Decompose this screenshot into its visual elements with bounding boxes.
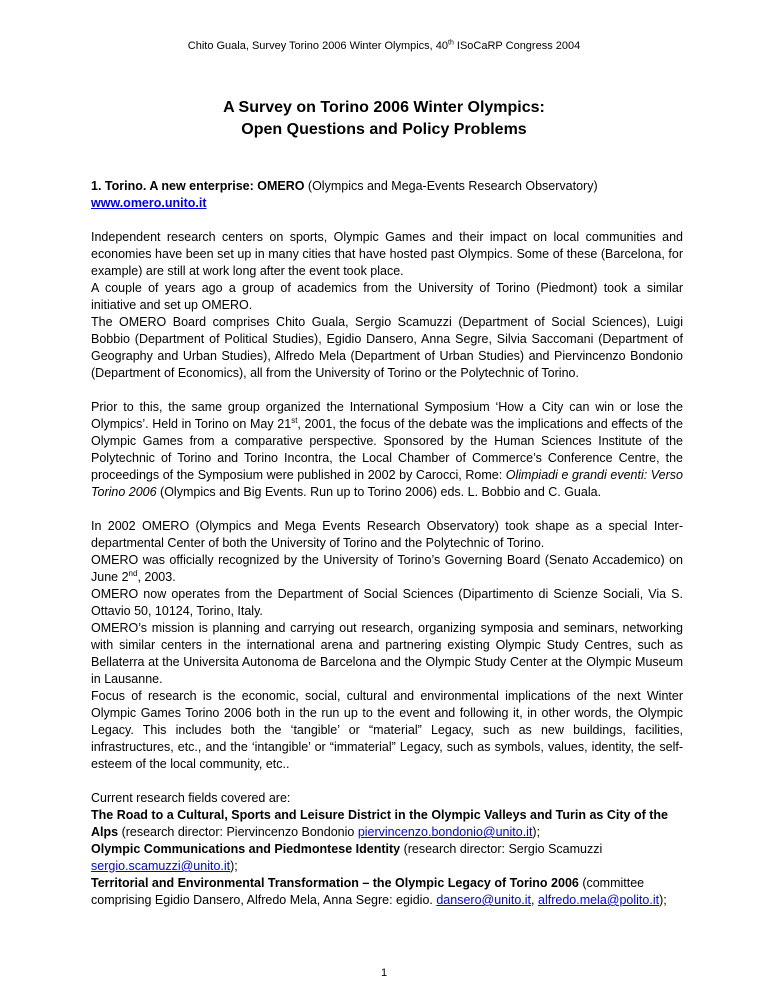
paragraph-3-line-4: OMERO’s mission is planning and carrying out research, organizing symposia and seminars, networking with similar centers in the international arena and partnering existing Olympic Study Centres, such as Bellaterra at the Universita Autonoma de Barcelona and the Olympic Study Center at the Olympic Museum in Lausanne. — [91, 621, 683, 686]
research-field-2-text: (research director: Sergio Scamuzzi — [400, 842, 603, 856]
email-link-bondonio[interactable]: piervincenzo.bondonio@unito.it — [357, 825, 533, 839]
title-line-1: A Survey on Torino 2006 Winter Olympics: — [223, 99, 545, 116]
paragraph-2 — [91, 399, 683, 501]
paragraph-1-line-3: The OMERO Board comprises Chito Guala, Sergio Scamuzzi (Department of Social Sciences), Luigi Bobbio (Department of Political Studies), Egidio Dansero, Anna Segre, Silvia Saccomani (Department of Geography and Urban Studies), Alfredo Mela (Department of Urban Studies) and Piervincenzo Bondonio (Department of Economics), all from the University of Torino or the Polytechnic of Torino. — [91, 315, 683, 380]
research-field-1-text: (research director: Piervincenzo Bondonio — [118, 825, 358, 839]
research-field-3-sep: , — [531, 893, 538, 907]
book-title: Olimpiadi e grandi eventi: Verso Torino 2006 — [91, 468, 683, 499]
document-body — [91, 178, 683, 909]
section-heading — [91, 178, 683, 212]
research-fields — [91, 790, 683, 909]
section-heading-rest: (Olympics and Mega-Events Research Observatory) — [304, 179, 598, 193]
research-field-3-title: Territorial and Environmental Transformation – the Olympic Legacy of Torino 2006 — [91, 876, 579, 890]
research-field-2-end: ); — [230, 859, 238, 873]
email-link-scamuzzi[interactable]: sergio.scamuzzi@unito.it — [91, 859, 231, 873]
paragraph-1 — [91, 229, 683, 382]
section-heading-bold: 1. Torino. A new enterprise: OMERO — [91, 179, 305, 193]
paragraph-1-line-2: A couple of years ago a group of academics from the University of Torino (Piedmont) took a similar initiative and set up OMERO. — [91, 281, 683, 312]
paragraph-3-line-5: Focus of research is the economic, social, cultural and environmental implications of the next Winter Olympic Games Torino 2006 both in the run up to the event and following it, in other words, the Olympic Legacy. This includes both the ‘tangible’ or “material” Legacy, such as new buildings, facilities, infrastructures, etc., and the ‘intangible’ or “immaterial” Legacy, such as symbols, values, identity, the self-esteem of the local community, etc.. — [91, 689, 683, 771]
page-number: 1 — [380, 967, 388, 979]
paragraph-3-line-2a: OMERO was officially recognized by the University of Torino’s Governing Board (Senato Accademico) on June 2 — [91, 553, 683, 584]
title-line-2: Open Questions and Policy Problems — [241, 121, 527, 138]
header-superscript: th — [448, 39, 454, 47]
email-link-dansero[interactable]: dansero@unito.it — [436, 893, 532, 907]
research-fields-intro: Current research fields covered are: — [91, 791, 291, 805]
research-field-2-title: Olympic Communications and Piedmontese Identity — [91, 842, 401, 856]
paragraph-3-line-1: In 2002 OMERO (Olympics and Mega Events Research Observatory) took shape as a special Inter-departmental Center of both the University of Torino and the Polytechnic of Torino. — [91, 519, 683, 550]
paragraph-2-sup: st — [291, 415, 298, 425]
paragraph-2-text-b: , 2001, the focus of the debate was the implications and effects of the Olympic Games from a comparative perspective. Sponsored by the Human Sciences Institute of the Polytechnic of Torino and Torino Incontra, the Local Chamber of Commerce’s Conference Centre, the proceedings of the Symposium were published in 2002 by Carocci, Rome: — [91, 417, 683, 482]
paragraph-3-sup: nd — [128, 568, 138, 578]
research-field-3-text: (committee comprising Egidio Dansero, Alfredo Mela, Anna Segre: egidio. — [91, 876, 645, 907]
email-link-mela[interactable]: alfredo.mela@polito.it — [538, 893, 660, 907]
paragraph-2-text-a: Prior to this, the same group organized the International Symposium ‘How a City can win or lose the Olympics’. Held in Torino on May 21 — [91, 400, 683, 431]
research-field-1-title: The Road to a Cultural, Sports and Leisure District in the Olympic Valleys and Turin as City of the Alps — [91, 808, 668, 839]
paragraph-1-line-1: Independent research centers on sports, Olympic Games and their impact on local communities and economies have been set up in many cities that have hosted past Olympics. Some of these (Barcelona, for example) are still at work long after the event took place. — [91, 230, 683, 278]
document-title — [0, 97, 768, 141]
omero-website-link[interactable]: www.omero.unito.it — [91, 196, 207, 210]
research-field-3-end: ); — [659, 893, 667, 907]
paragraph-3-line-2b: , 2003. — [137, 570, 176, 584]
header-text-end: ISoCaRP Congress 2004 — [453, 40, 581, 52]
paragraph-2-text-c: (Olympics and Big Events. Run up to Torino 2006) eds. L. Bobbio and C. Guala. — [156, 485, 602, 499]
running-header — [0, 40, 768, 52]
research-field-1-end: ); — [532, 825, 541, 839]
header-text: Chito Guala, Survey Torino 2006 Winter Olympics, 40 — [187, 40, 449, 52]
paragraph-3 — [91, 518, 683, 773]
paragraph-3-line-3: OMERO now operates from the Department of Social Sciences (Dipartimento di Scienze Sociali, Via S. Ottavio 50, 10124, Torino, Italy. — [91, 587, 683, 618]
